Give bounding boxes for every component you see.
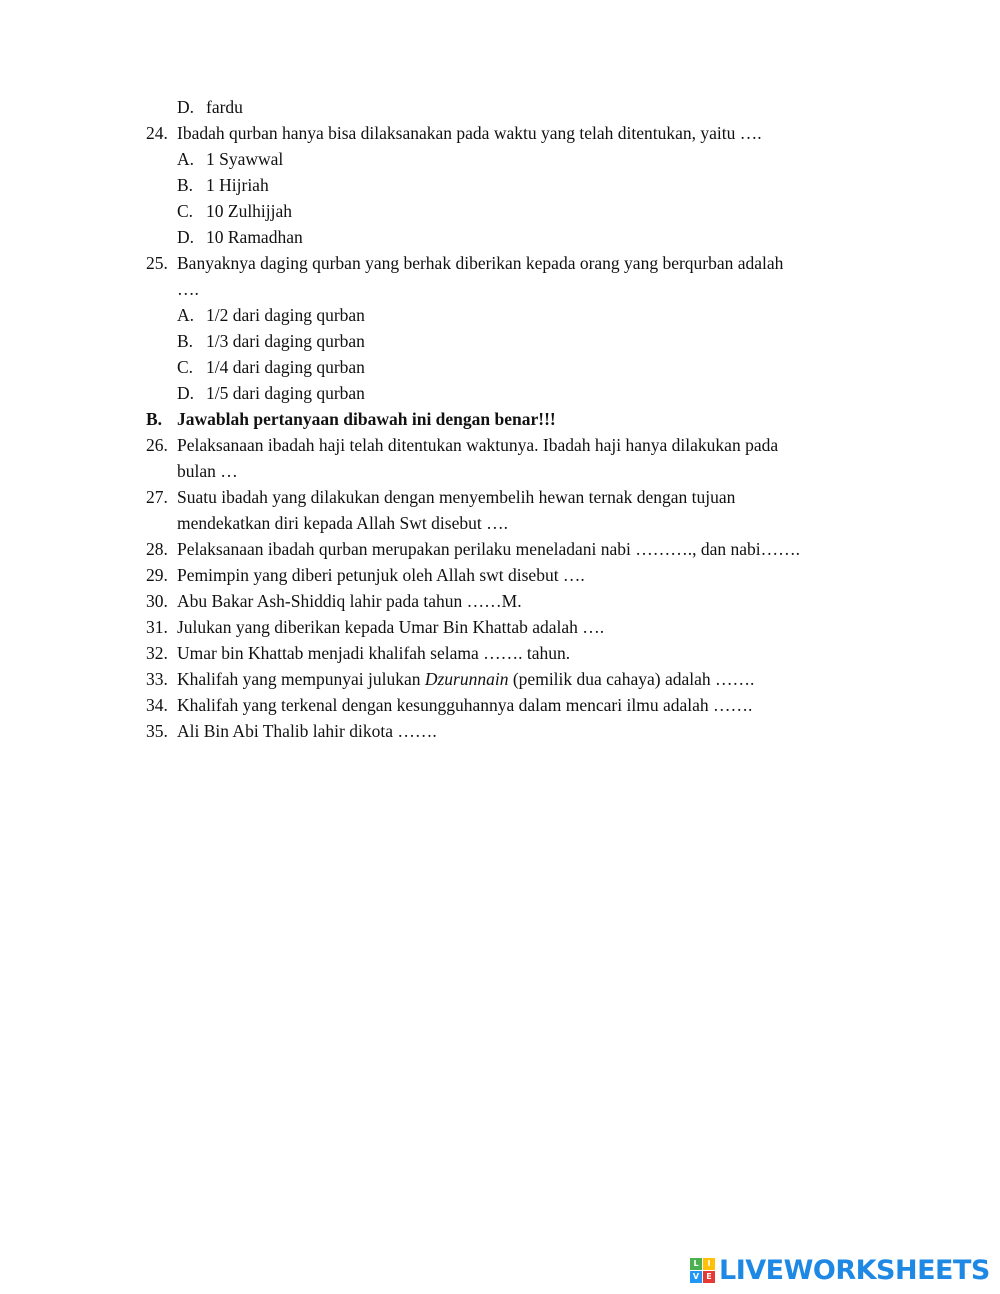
question-30: 30. Abu Bakar Ash-Shiddiq lahir pada tahun ……M. (146, 591, 522, 611)
question-34: 34. Khalifah yang terkenal dengan kesungguhannya dalam mencari ilmu adalah ……. (146, 695, 753, 715)
logo-tile-l: L (690, 1258, 702, 1270)
question-35: 35. Ali Bin Abi Thalib lahir dikota ……. (146, 721, 437, 741)
italic-term: Dzurunnain (424, 669, 509, 689)
question-33: 33. Khalifah yang mempunyai julukan Dzurunnain (pemilik dua cahaya) adalah ……. (146, 669, 755, 689)
liveworksheets-logo (690, 1252, 990, 1288)
question-27: 27. Suatu ibadah yang dilakukan dengan menyembelih hewan ternak dengan tujuan (146, 487, 736, 507)
option-c-q25: C. 1/4 dari daging qurban (177, 357, 365, 377)
option-a-q24: A. 1 Syawwal (177, 149, 284, 169)
option-b-q25: B. 1/3 dari daging qurban (177, 331, 365, 351)
logo-tile-v: V (690, 1271, 702, 1283)
section-b-heading: B. Jawablah pertanyaan dibawah ini dengan benar!!! (146, 409, 556, 429)
question-24: 24. Ibadah qurban hanya bisa dilaksanakan pada waktu yang telah ditentukan, yaitu …. (146, 123, 762, 143)
option-c-q24: C. 10 Zulhijjah (177, 201, 293, 221)
question-31: 31. Julukan yang diberikan kepada Umar Bin Khattab adalah …. (146, 617, 605, 637)
logo-tile-i: I (703, 1258, 715, 1270)
option-d-q25: D. 1/5 dari daging qurban (177, 383, 365, 403)
question-29: 29. Pemimpin yang diberi petunjuk oleh Allah swt disebut …. (146, 565, 585, 585)
logo-grid-icon (690, 1258, 715, 1283)
worksheet-page (146, 94, 886, 744)
question-27-continuation: mendekatkan diri kepada Allah Swt disebut …. (177, 513, 508, 533)
option-b-q24: B. 1 Hijriah (177, 175, 269, 195)
question-32: 32. Umar bin Khattab menjadi khalifah selama ……. tahun. (146, 643, 571, 663)
question-26-continuation: bulan … (177, 461, 238, 481)
logo-text: LIVEWORKSHEETS (719, 1254, 990, 1286)
option-a-q25: A. 1/2 dari daging qurban (177, 305, 365, 325)
option-d-q23: D. fardu (177, 97, 243, 117)
question-26: 26. Pelaksanaan ibadah haji telah ditentukan waktunya. Ibadah haji hanya dilakukan pada (146, 435, 779, 455)
question-25: 25. Banyaknya daging qurban yang berhak diberikan kepada orang yang berqurban adalah (146, 253, 784, 273)
option-d-q24: D. 10 Ramadhan (177, 227, 303, 247)
logo-tile-e: E (703, 1271, 715, 1283)
question-25-continuation: …. (177, 279, 199, 299)
question-28: 28. Pelaksanaan ibadah qurban merupakan perilaku meneladani nabi ………., dan nabi……. (146, 539, 800, 559)
